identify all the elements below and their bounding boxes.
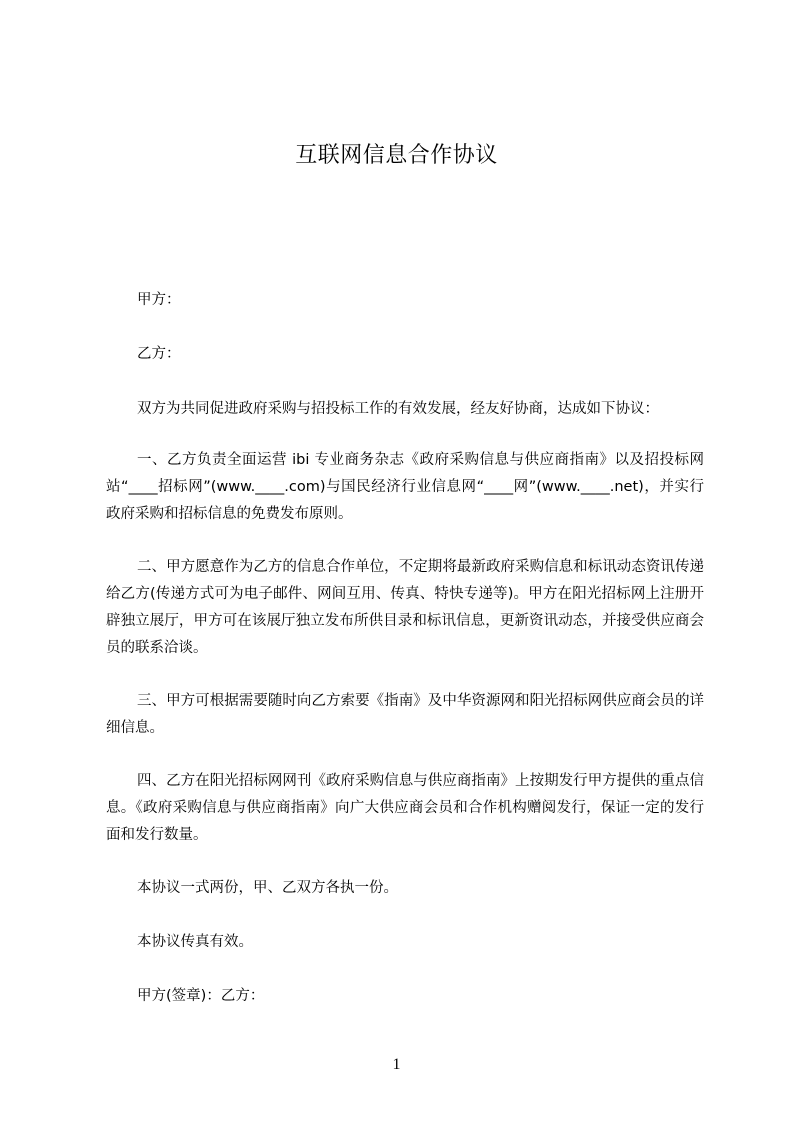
party-a-line: 甲方： [137,292,181,308]
party-b-line: 乙方： [137,346,181,362]
page-number: 1 [392,1056,401,1073]
clause-2-paragraph: 二、甲方愿意作为乙方的信息合作单位，不定期将最新政府采购信息和标讯动态资讯传递给乙方(传递方式可为电子邮件、网间互用、传真、特快专递等)。甲方在阳光招标网上注册开辟独立展厅，甲方可在该展厅独立发布所供目录和标讯信息，更新资讯动态，并接受供应商会员的联系洽谈。 [106,559,704,656]
clause-4-paragraph: 四、乙方在阳光招标网网刊《政府采购信息与供应商指南》上按期发行甲方提供的重点信息。《政府采购信息与供应商指南》向广大供应商会员和合作机构赠阅发行，保证一定的发行面和发行数量。 [106,773,704,843]
signature-line: 甲方(签章)：乙方： [137,988,265,1004]
clause-1-paragraph: 一、乙方负责全面运营 ibi 专业商务杂志《政府采购信息与供应商指南》以及招投标网站“____招标网”(www.____.com)与国民经济行业信息网“____网”(www.____.net)，并实行政府采购和招标信息的免费发布原则。 [106,452,704,522]
clause-3-paragraph: 三、甲方可根据需要随时向乙方索要《指南》及中华资源网和阳光招标网供应商会员的详细信息。 [106,693,704,736]
document-title: 互联网信息合作协议 [295,143,498,168]
copies-paragraph: 本协议一式两份，甲、乙双方各执一份。 [137,880,398,896]
intro-paragraph: 双方为共同促进政府采购与招投标工作的有效发展，经友好协商，达成如下协议： [137,401,659,417]
fax-valid-paragraph: 本协议传真有效。 [137,934,253,950]
